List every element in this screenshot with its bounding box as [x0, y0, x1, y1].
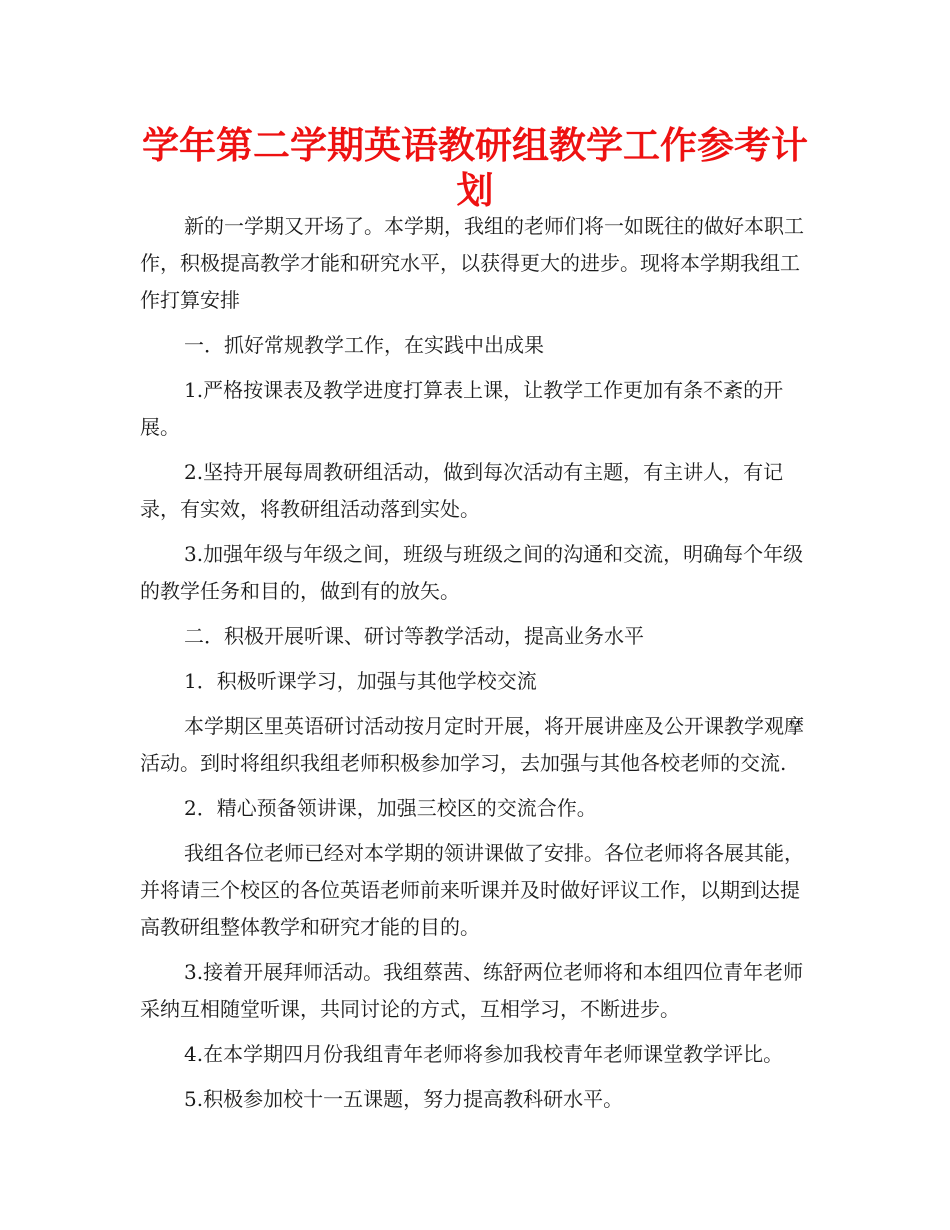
paragraph-item-2-3: 3.接着开展拜师活动。我组蔡茜、练舒两位老师将和本组四位青年老师采纳互相随堂听课，共同讨论的方式，互相学习，不断进步。: [140, 960, 804, 1021]
paragraph-intro: 新的一学期又开场了。本学期，我组的老师们将一如既往的做好本职工作，积极提高教学才能和研究水平，以获得更大的进步。现将本学期我组工作打算安排: [140, 214, 804, 312]
paragraph-item-2-5: 5.积极参加校十一五课题，努力提高教科研水平。: [184, 1087, 624, 1111]
document-title-line-1: 学年第二学期英语教研组教学工作参考计: [142, 124, 808, 167]
paragraph-item-2-4: 4.在本学期四月份我组青年老师将参加我校青年老师课堂教学评比。: [184, 1042, 784, 1066]
paragraph-item-1-2: 2.坚持开展每周教研组活动，做到每次活动有主题，有主讲人，有记录，有实效，将教研组活动落到实处。: [140, 460, 784, 521]
paragraph-section-1-heading: 一．抓好常规教学工作，在实践中出成果: [184, 333, 544, 357]
paragraph-item-2-2-detail: 我组各位老师已经对本学期的领讲课做了安排。各位老师将各展其能，并将请三个校区的各位英语老师前来听课并及时做好评议工作，以期到达提高教研组整体教学和研究才能的目的。: [140, 841, 804, 939]
paragraph-item-2-1: 1．积极听课学习，加强与其他学校交流: [184, 669, 537, 693]
paragraph-item-1-3: 3.加强年级与年级之间，班级与班级之间的沟通和交流，明确每个年级的教学任务和目的，做到有的放矢。: [140, 542, 804, 603]
document-body: [140, 208, 810, 1126]
paragraph-item-1-1: 1.严格按课表及教学进度打算表上课，让教学工作更加有条不紊的开展。: [140, 378, 784, 439]
paragraph-item-2-2: 2．精心预备领讲课，加强三校区的交流合作。: [184, 796, 597, 820]
document-title-line-2: 划: [456, 169, 494, 212]
paragraph-section-2-heading: 二．积极开展听课、研讨等教学活动，提高业务水平: [184, 624, 644, 648]
paragraph-item-2-1-detail: 本学期区里英语研讨活动按月定时开展，将开展讲座及公开课教学观摩活动。到时将组织我组老师积极参加学习，去加强与其他各校老师的交流.: [140, 714, 804, 775]
